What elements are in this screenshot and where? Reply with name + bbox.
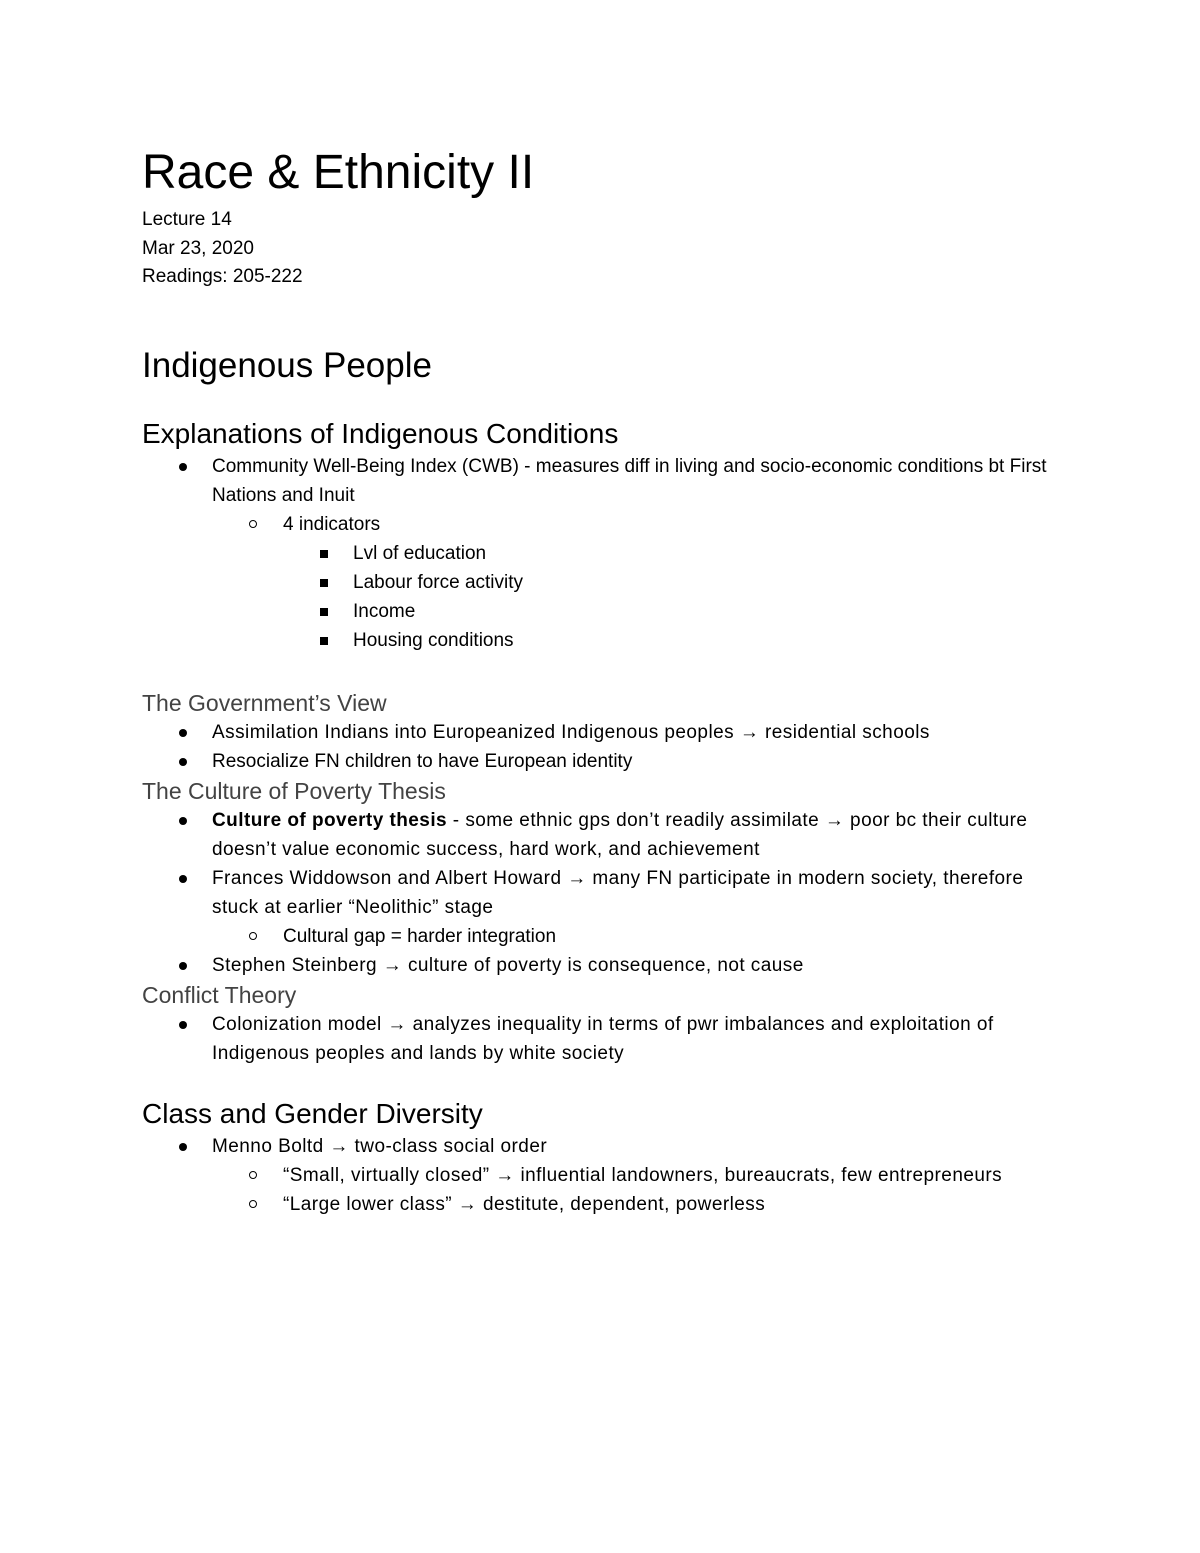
bullet-icon [320, 608, 328, 616]
subheading-class-gender-diversity: Class and Gender Diversity [142, 1097, 483, 1129]
conflict-theory-list [142, 1010, 1062, 1068]
list-item [142, 597, 1062, 626]
section-heading-indigenous-people: Indigenous People [142, 345, 432, 385]
list-item [142, 510, 1062, 539]
list-item [142, 1132, 1062, 1161]
list-item-text: Stephen Steinberg → culture of poverty is consequence, not cause [212, 954, 804, 976]
bullet-icon [179, 962, 187, 970]
list-item-text: Labour force activity [353, 571, 524, 593]
list-item-text: Community Well-Being Index (CWB) - measures diff in living and socio-economic conditions bt First Nations and Inuit [212, 455, 1047, 506]
bullet-icon [249, 520, 257, 528]
list-item-text: - some ethnic gps don’t readily assimilate → poor bc their culture doesn’t value economic success, hard work, and achievement [212, 809, 1028, 860]
list-item-text: Menno Boltd → two-class social order [212, 1135, 548, 1157]
bullet-icon [249, 1200, 257, 1208]
list-item [142, 1010, 1062, 1068]
list-item [142, 806, 1062, 864]
bullet-icon [179, 758, 187, 766]
list-item [142, 951, 1062, 980]
list-item [142, 539, 1062, 568]
governments-view-list [142, 718, 1062, 776]
subheading-culture-of-poverty: The Culture of Poverty Thesis [142, 777, 446, 804]
bullet-icon [179, 1021, 187, 1029]
list-item-text: Lvl of education [353, 542, 487, 564]
bullet-icon [249, 1171, 257, 1179]
bullet-icon [249, 932, 257, 940]
list-item [142, 1190, 1062, 1219]
lecture-date: Mar 23, 2020 [142, 237, 254, 259]
bold-term: Culture of poverty thesis [212, 809, 448, 831]
bullet-icon [320, 637, 328, 645]
list-item [142, 626, 1062, 655]
document-title: Race & Ethnicity II [142, 146, 535, 199]
bullet-icon [320, 579, 328, 587]
bullet-icon [179, 875, 187, 883]
bullet-icon [320, 550, 328, 558]
list-item [142, 864, 1062, 922]
list-item [142, 452, 1062, 510]
list-item-text: Colonization model → analyzes inequality in terms of pwr imbalances and exploitation of Indigenous peoples and lands by white society [212, 1013, 994, 1064]
explanations-list [142, 452, 1062, 655]
list-item [142, 1161, 1062, 1190]
bullet-icon [179, 817, 187, 825]
bullet-icon [179, 1143, 187, 1151]
subheading-explanations: Explanations of Indigenous Conditions [142, 417, 619, 449]
class-gender-list [142, 1132, 1062, 1219]
subheading-governments-view: The Government’s View [142, 689, 387, 716]
readings: Readings: 205-222 [142, 266, 303, 287]
bullet-icon [179, 729, 187, 737]
list-item-text: Housing conditions [353, 629, 514, 651]
list-item [142, 747, 1062, 776]
list-item-text: 4 indicators [283, 513, 381, 535]
bullet-icon [179, 463, 187, 471]
lecture-number: Lecture 14 [142, 209, 232, 230]
document-page [142, 140, 1062, 1219]
list-item-text: “Small, virtually closed” → influential landowners, bureaucrats, few entrepreneurs [283, 1164, 1003, 1186]
list-item-text: Frances Widdowson and Albert Howard → many FN participate in modern society, therefore stuck at earlier “Neolithic” stage [212, 867, 1024, 918]
list-item-text: Assimilation Indians into Europeanized Indigenous peoples → residential schools [212, 721, 930, 743]
list-item [142, 922, 1062, 951]
subheading-conflict-theory: Conflict Theory [142, 981, 297, 1008]
list-item [142, 568, 1062, 597]
list-item-text: “Large lower class” → destitute, dependent, powerless [283, 1193, 766, 1215]
list-item-text: Cultural gap = harder integration [283, 925, 557, 947]
culture-of-poverty-list [142, 806, 1062, 980]
list-item-text: Resocialize FN children to have European identity [212, 750, 633, 772]
list-item-text: Income [353, 600, 416, 622]
list-item [142, 718, 1062, 747]
